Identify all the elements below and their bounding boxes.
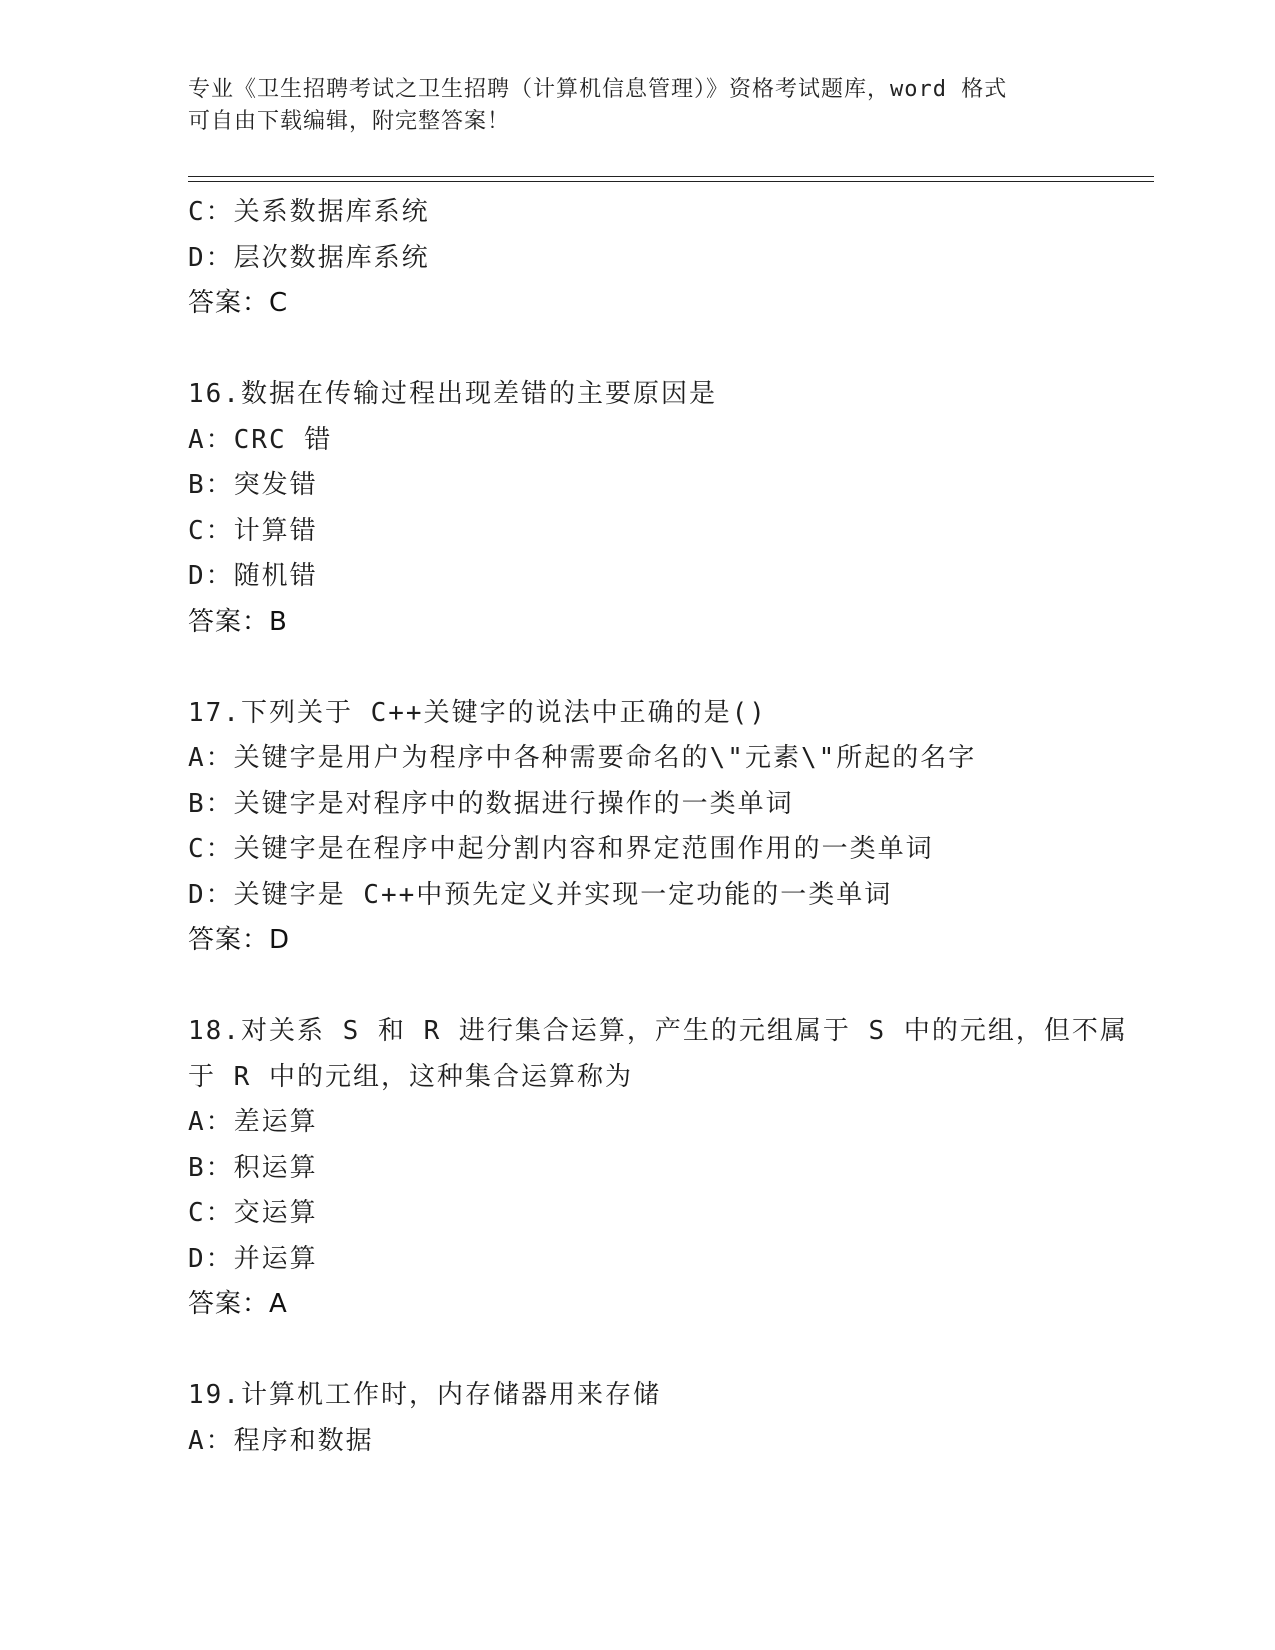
question-block-19 xyxy=(188,1373,1148,1464)
option-c: C：计算错 xyxy=(188,515,318,546)
question-text: 19.计算机工作时，内存储器用来存储 xyxy=(188,1380,661,1410)
option-d: D：并运算 xyxy=(188,1243,318,1274)
answer: 答案：D xyxy=(188,925,291,955)
option-b: B：突发错 xyxy=(188,470,318,500)
option-c: C：交运算 xyxy=(188,1198,318,1228)
header-divider-bottom xyxy=(188,181,1154,182)
question-text-line-1: 18.对关系 S 和 R 进行集合运算，产生的元组属于 S 中的元组，但不属 xyxy=(188,1016,1128,1046)
question-text-line-2: 于 R 中的元组，这种集合运算称为 xyxy=(188,1061,633,1092)
option-d: D：关键字是 C++中预先定义并实现一定功能的一类单词 xyxy=(188,879,893,910)
option-b: B：关键字是对程序中的数据进行操作的一类单词 xyxy=(188,788,794,819)
spacer xyxy=(188,1328,1148,1374)
question-list xyxy=(188,190,1148,1464)
question-block-17 xyxy=(188,691,1148,964)
answer: 答案：C xyxy=(188,288,289,318)
option-b: B：积运算 xyxy=(188,1152,318,1183)
question-text: 17.下列关于 C++关键字的说法中正确的是() xyxy=(188,697,767,728)
spacer xyxy=(188,327,1148,373)
spacer xyxy=(188,964,1148,1010)
option-c: C：关键字是在程序中起分割内容和界定范围作用的一类单词 xyxy=(188,834,934,864)
option-d: D：随机错 xyxy=(188,561,318,591)
answer: 答案：B xyxy=(188,606,288,637)
option-c: C：关系数据库系统 xyxy=(188,197,430,227)
header-line-2: 可自由下载编辑，附完整答案！ xyxy=(188,109,511,134)
document-header xyxy=(188,74,1068,138)
header-divider-top xyxy=(188,176,1154,177)
option-d: D：层次数据库系统 xyxy=(188,242,430,273)
option-a: A：差运算 xyxy=(188,1107,318,1137)
question-block-16 xyxy=(188,372,1148,645)
header-line-1: 专业《卫生招聘考试之卫生招聘（计算机信息管理）》资格考试题库，word 格式 xyxy=(188,77,1008,102)
question-block-18 xyxy=(188,1009,1148,1328)
answer: 答案：A xyxy=(188,1289,288,1319)
option-a: A：CRC 错 xyxy=(188,424,333,455)
option-a: A：关键字是用户为程序中各种需要命名的\"元素\"所起的名字 xyxy=(188,743,977,773)
question-text: 16.数据在传输过程出现差错的主要原因是 xyxy=(188,379,717,409)
option-a: A：程序和数据 xyxy=(188,1425,374,1456)
spacer xyxy=(188,645,1148,691)
question-block-15 xyxy=(188,190,1148,327)
